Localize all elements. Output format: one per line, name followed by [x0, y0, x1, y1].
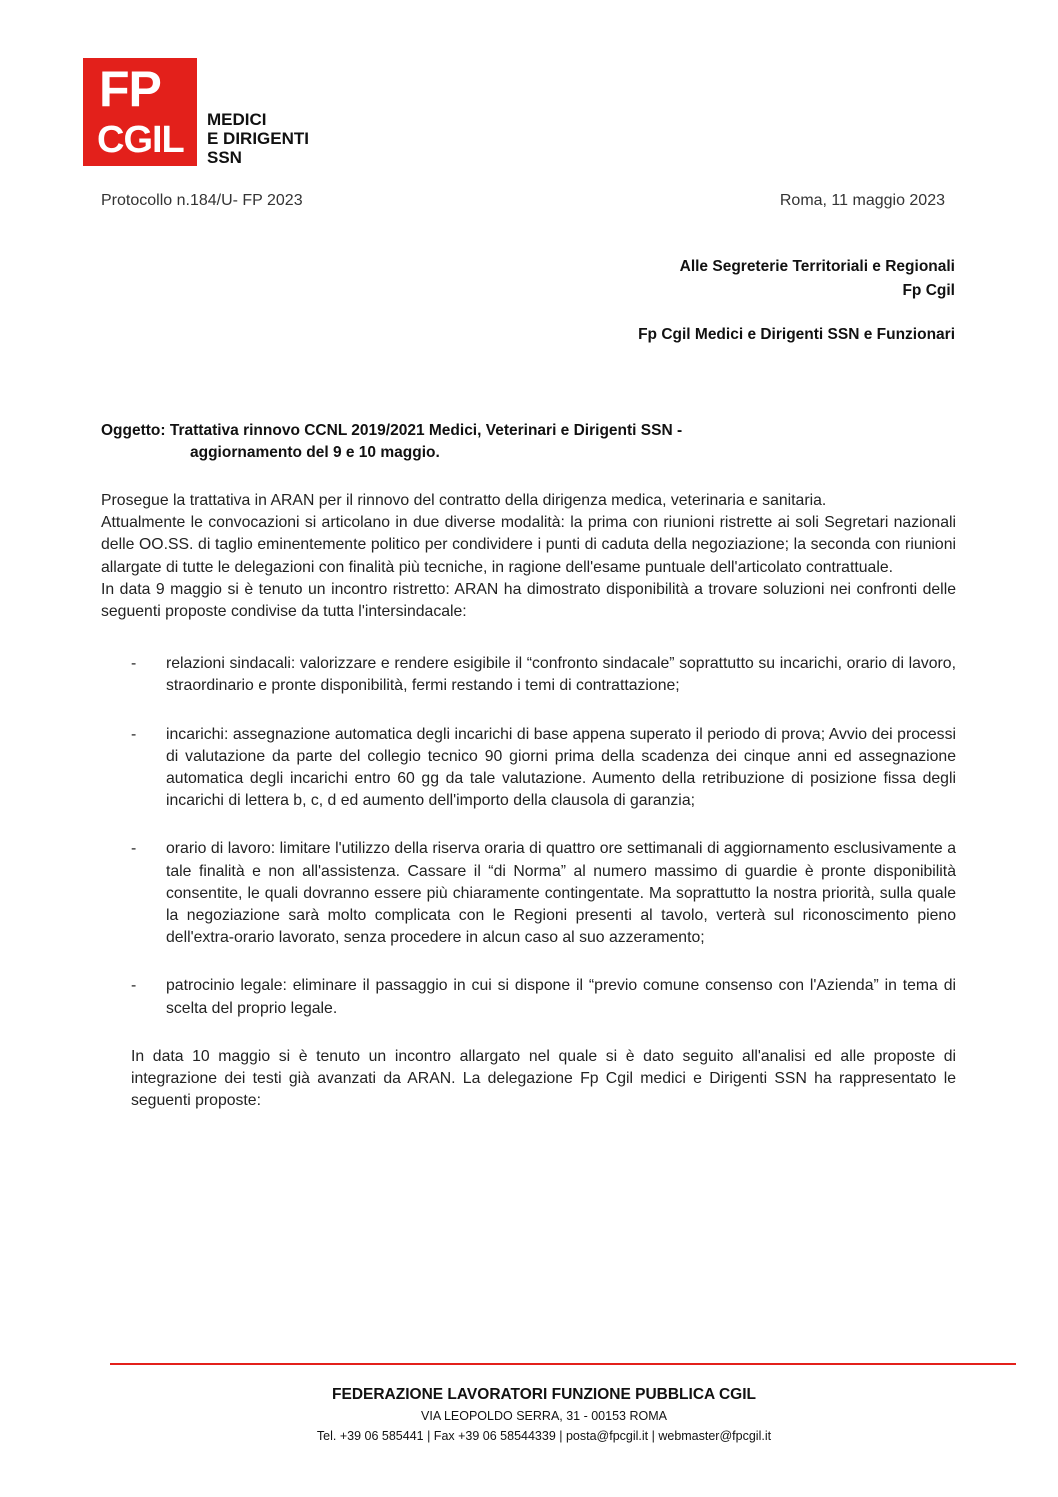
list-item [101, 975, 956, 1019]
list-item-text: incarichi: assegnazione automatica degli incarichi di base appena superato il periodo di prova; Avvio dei processi di valutazione da parte del collegio tecnico 90 giorni prima della scadenza dei cinque anni ed assegnazione automatica degli incarichi entro 60 gg da tale valutazione. Aumento della retribuzione di posizione fissa degli incarichi di lettera b, c, d ed aumento dell'importo della clausola di garanzia; [166, 725, 956, 810]
logo-subtitle-line: E DIRIGENTI [207, 129, 310, 148]
list-item [101, 838, 956, 949]
subject-line: Oggetto: Trattativa rinnovo CCNL 2019/2021 Medici, Veterinari e Dirigenti SSN - [101, 422, 683, 439]
footer-organization: FEDERAZIONE LAVORATORI FUNZIONE PUBBLICA CGIL [332, 1386, 756, 1403]
list-item-text: patrocinio legale: eliminare il passaggio in cui si dispone il “previo comune consenso con l'Azienda” in tema di scelta del proprio legale. [166, 977, 956, 1017]
letter-date: Roma, 11 maggio 2023 [779, 192, 945, 209]
protocol-number: Protocollo n.184/U- FP 2023 [101, 192, 303, 209]
paragraph: Attualmente le convocazioni si articolano in due diverse modalità: la prima con riunioni ristrette ai soli Segretari nazionali delle OO.SS. di taglio eminentemente politico per condividere i punti di caduta della negoziazione; la seconda con riunioni allargate di tutte le delegazioni con finalità più tecniche, in ragione dell'esame puntuale dell'articolato contrattuale. [101, 514, 956, 576]
footer-divider [110, 1363, 1016, 1365]
addressee-line: Alle Segreterie Territoriali e Regionali [679, 258, 955, 275]
list-item-text: relazioni sindacali: valorizzare e rendere esigibile il “confronto sindacale” soprattutto su incarichi, orario di lavoro, straordinario e pronte disponibilità, fermi restando i temi di contrattazione; [166, 655, 956, 695]
footer-contacts: Tel. +39 06 585441 | Fax +39 06 58544339 | posta@fpcgil.it | webmaster@fpcgil.it [316, 1429, 772, 1443]
footer-address: VIA LEOPOLDO SERRA, 31 - 00153 ROMA [421, 1409, 667, 1423]
list-dash: - [131, 977, 137, 995]
proposal-list [101, 653, 956, 1020]
subject [101, 420, 682, 464]
logo-subtitle-line: SSN [207, 148, 242, 167]
list-dash: - [131, 840, 137, 858]
subject-line: aggiornamento del 9 e 10 maggio. [190, 444, 440, 461]
logo-cgil-text: CGIL [97, 119, 184, 161]
footer [0, 1386, 1058, 1443]
addressee-line: Fp Cgil [902, 282, 955, 299]
paragraph: In data 9 maggio si è tenuto un incontro ristretto: ARAN ha dimostrato disponibilità a trovare soluzioni nei confronti delle seguenti proposte condivise da tutta l'intersindacale: [101, 580, 956, 621]
list-item-text: orario di lavoro: limitare l'utilizzo della riserva oraria di quattro ore settimanali di aggiornamento esclusivamente a tale finalità e non all'assistenza. Cassare il “di Norma” al numero massimo di guardie è pronte disponibilità consentite, le quali dovranno essere più chiaramente contingentate. Ma soprattutto la nostra priorità, sulla quale la negoziazione sarà molto complicata con le Regioni presenti al tavolo, verterà sul riconoscimento pieno dell'extra-orario lavorato, senza procedere in alcun caso al suo azzeramento; [166, 840, 956, 947]
logo [83, 58, 197, 166]
logo-subtitle-line: MEDICI [207, 110, 267, 129]
letter-body [101, 490, 956, 1112]
logo-subtitle [207, 110, 309, 167]
list-dash: - [131, 655, 137, 673]
addressee-line: Fp Cgil Medici e Dirigenti SSN e Funzionari [638, 326, 955, 343]
paragraph: Prosegue la trattativa in ARAN per il rinnovo del contratto della dirigenza medica, veterinaria e sanitaria. [101, 492, 827, 509]
logo-fp-text: FP [99, 61, 161, 117]
list-dash: - [131, 725, 137, 743]
list-item [101, 724, 956, 813]
paragraph: In data 10 maggio si è tenuto un incontro allargato nel quale si è dato seguito all'analisi ed alle proposte di integrazione dei testi già avanzati da ARAN. La delegazione Fp Cgil medici e Dirigenti SSN ha rappresentato le seguenti proposte: [131, 1047, 956, 1110]
list-item [101, 653, 956, 697]
